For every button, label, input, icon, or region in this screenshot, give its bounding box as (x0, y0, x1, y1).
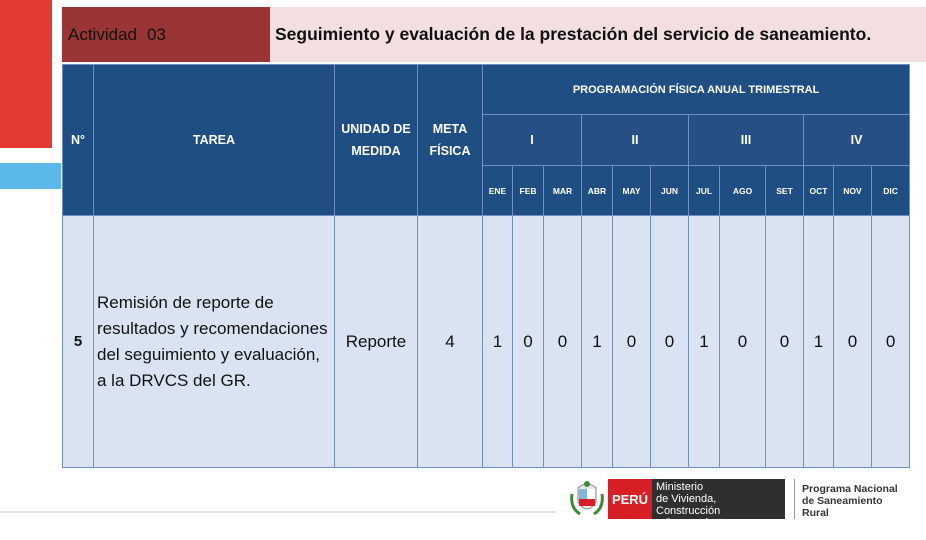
row-meta: 4 (418, 216, 483, 468)
activity-label: Actividad (68, 24, 137, 44)
row-nro: 5 (63, 216, 94, 468)
month-ene: ENE (483, 166, 513, 216)
header-programacion: PROGRAMACIÓN FÍSICA ANUAL TRIMESTRAL (483, 65, 910, 115)
month-jul: JUL (689, 166, 720, 216)
ministry-logo-text: Ministerio de Vivienda, Construcción y Saneamiento (652, 479, 785, 519)
activity-number: 03 (146, 24, 166, 44)
peru-coat-of-arms-icon (570, 478, 604, 520)
quarter-iv: IV (804, 115, 910, 166)
month-nov: NOV (834, 166, 872, 216)
quarter-ii: II (582, 115, 689, 166)
value-jul: 1 (689, 216, 720, 468)
peru-logo: PERÚ (608, 479, 652, 519)
footer-divider (0, 511, 556, 513)
header-meta-fisica: META FÍSICA (418, 65, 483, 216)
program-name: Programa Nacional de Saneamiento Rural (802, 483, 898, 519)
month-mar: MAR (544, 166, 582, 216)
month-oct: OCT (804, 166, 834, 216)
row-unidad: Reporte (335, 216, 418, 468)
month-dic: DIC (872, 166, 910, 216)
value-ene: 1 (483, 216, 513, 468)
header-tarea: TAREA (94, 65, 335, 216)
header-nro: N° (63, 65, 94, 216)
value-may: 0 (613, 216, 651, 468)
quarter-i: I (483, 115, 582, 166)
header-unidad-medida: UNIDAD DE MEDIDA (335, 65, 418, 216)
activity-title: Seguimiento y evaluación de la prestación del servicio de saneamiento. (270, 7, 926, 62)
month-may: MAY (613, 166, 651, 216)
value-oct: 1 (804, 216, 834, 468)
programming-table (62, 64, 910, 468)
decorative-blue-bar (0, 163, 61, 189)
row-tarea: Remisión de reporte de resultados y recomendaciones del seguimiento y evaluación, a la DRVCS del GR. (94, 216, 335, 468)
month-jun: JUN (651, 166, 689, 216)
logo-separator (794, 479, 795, 519)
value-mar: 0 (544, 216, 582, 468)
value-jun: 0 (651, 216, 689, 468)
value-set: 0 (766, 216, 804, 468)
month-set: SET (766, 166, 804, 216)
month-abr: ABR (582, 166, 613, 216)
month-ago: AGO (720, 166, 766, 216)
value-ago: 0 (720, 216, 766, 468)
value-dic: 0 (872, 216, 910, 468)
quarter-iii: III (689, 115, 804, 166)
footer-logos (570, 475, 910, 529)
month-feb: FEB (513, 166, 544, 216)
decorative-red-bar (0, 0, 52, 148)
value-nov: 0 (834, 216, 872, 468)
activity-label-box (62, 7, 270, 62)
table-row (63, 216, 910, 468)
value-feb: 0 (513, 216, 544, 468)
value-abr: 1 (582, 216, 613, 468)
